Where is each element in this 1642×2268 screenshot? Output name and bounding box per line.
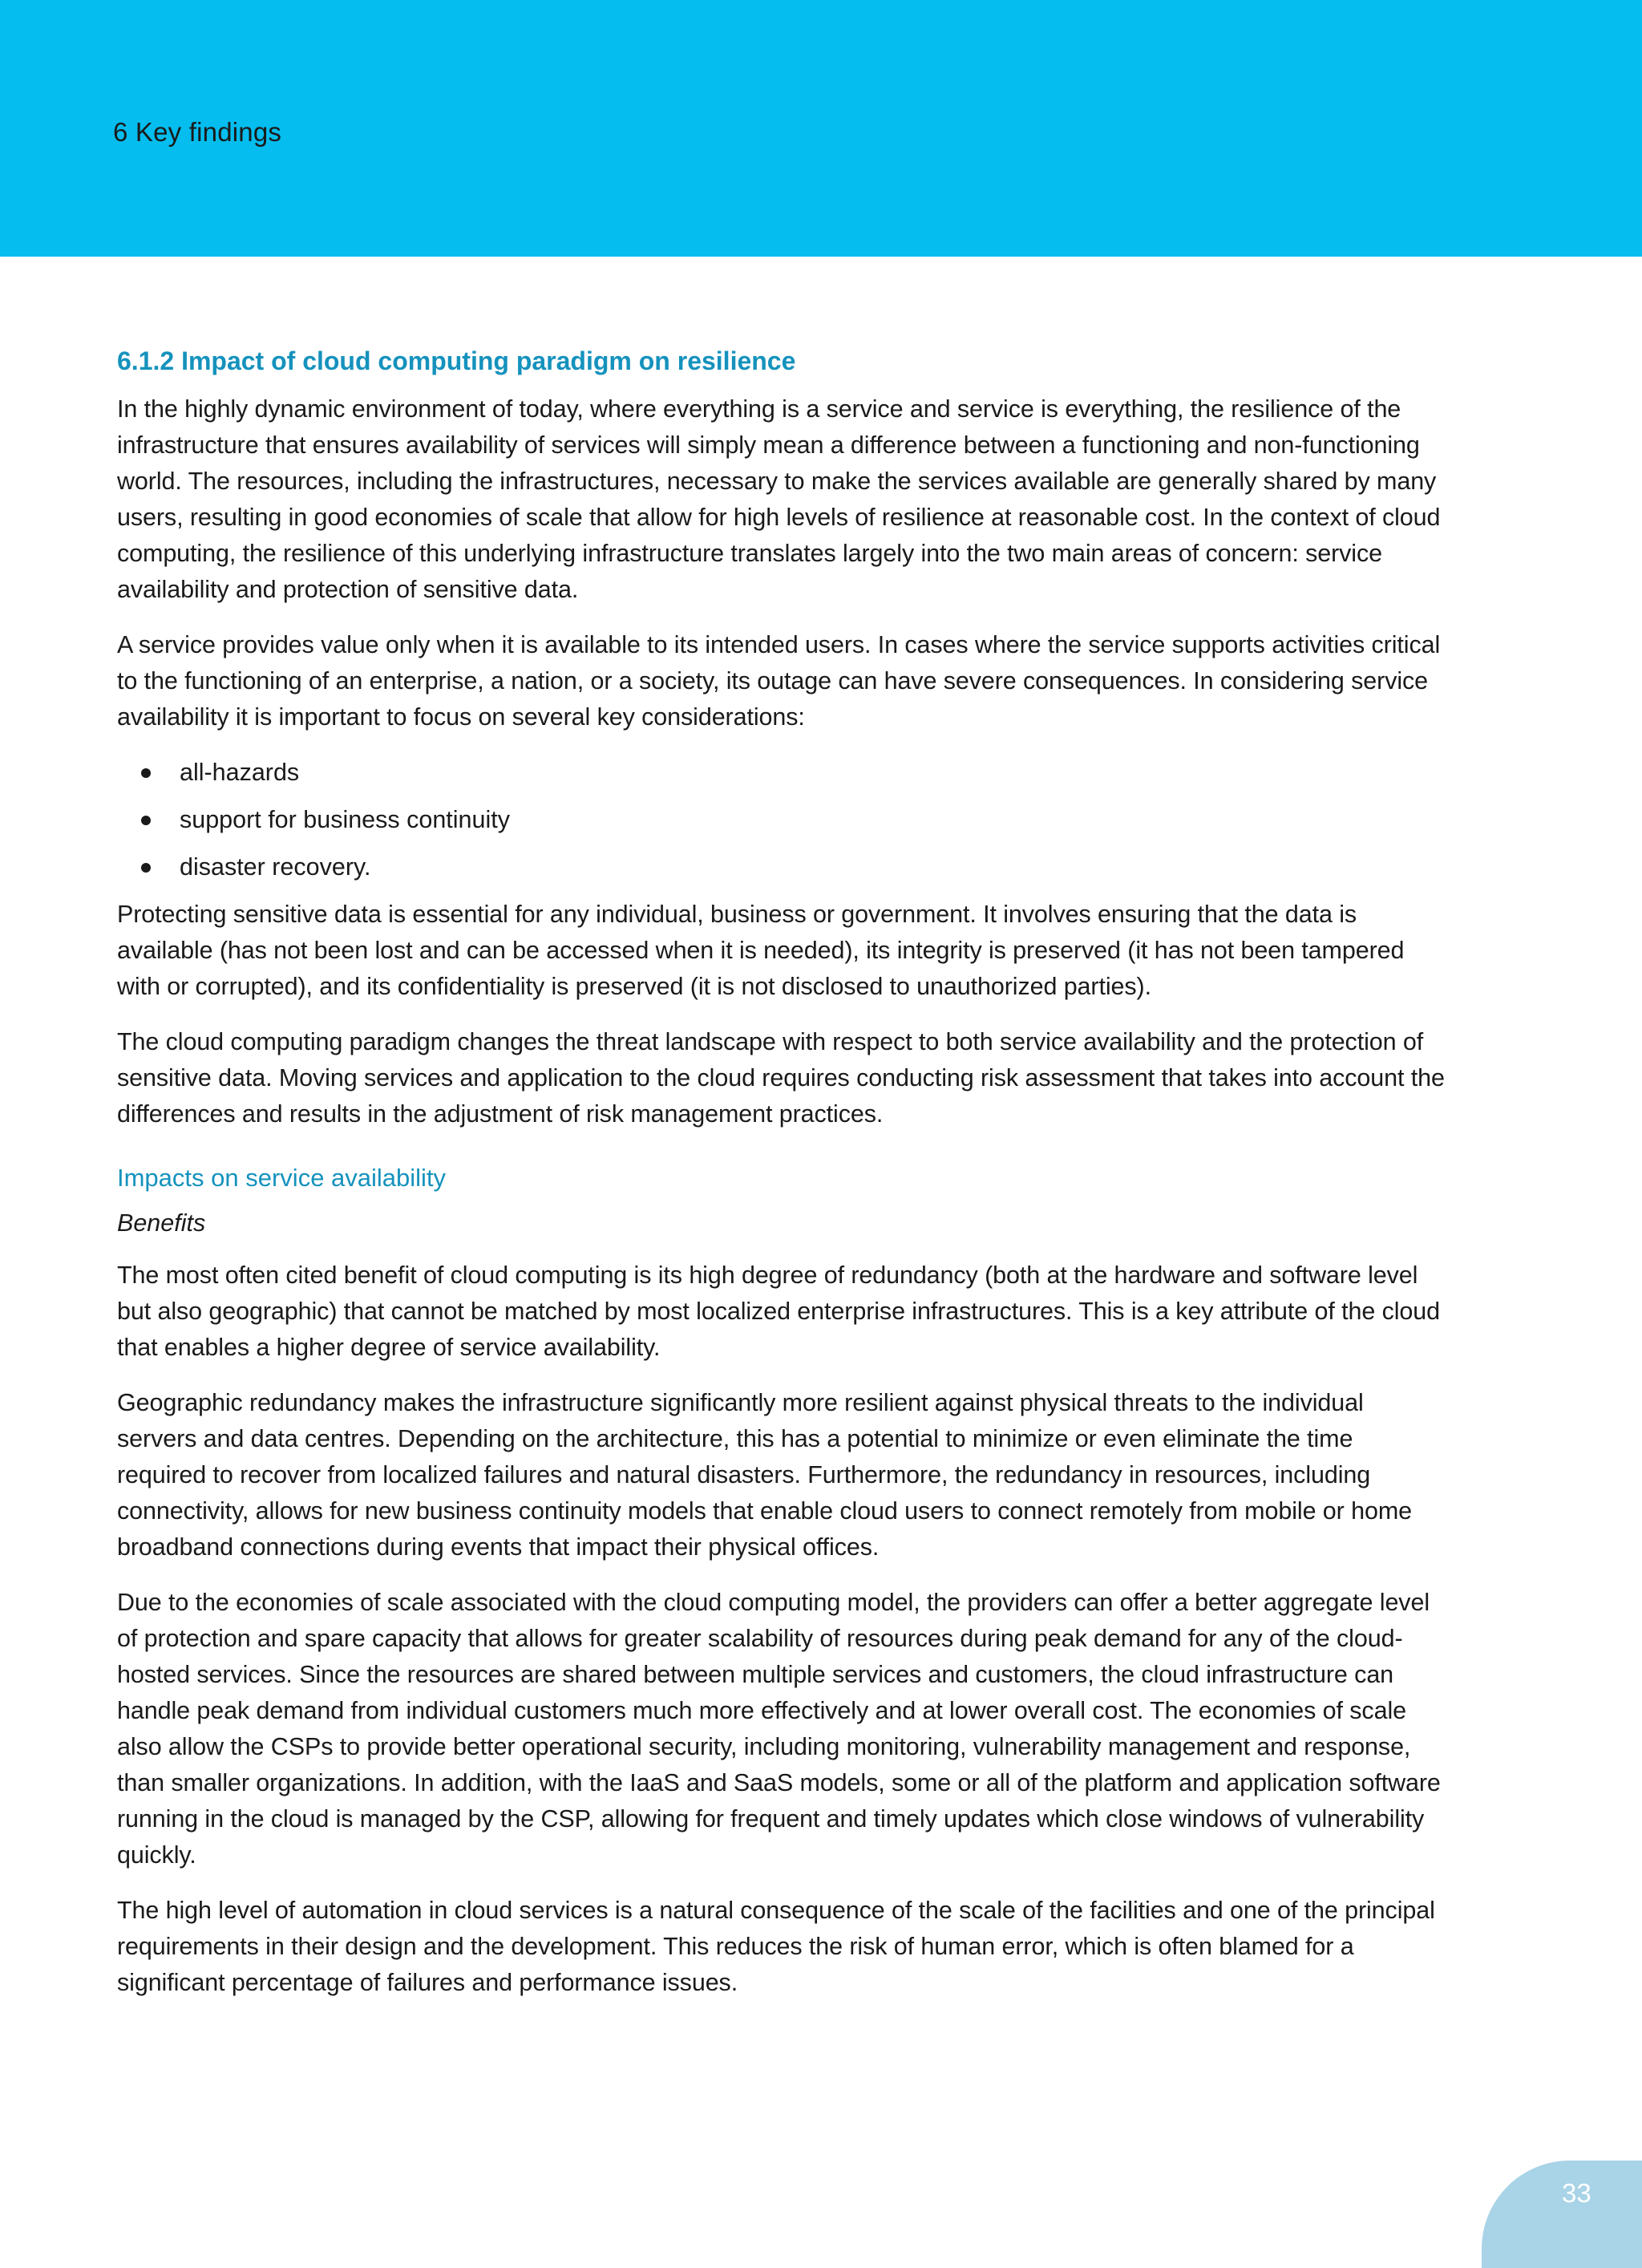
section-heading: 6.1.2 Impact of cloud computing paradigm on resilience — [117, 346, 796, 375]
paragraph: Geographic redundancy makes the infrastructure significantly more resilient against physical threats to the individual servers and data centres. Depending on the architecture, this has a potential to minimize or even eliminate the time required to recover from localized failures and natural disasters. Furthermore, the redundancy in resources, including connectivity, allows for new business continuity models that enable cloud users to connect remotely from mobile or home broadband connections during events that impact their physical offices. — [117, 1389, 1412, 1561]
subheading: Impacts on service availability — [117, 1164, 447, 1192]
paragraph: A service provides value only when it is available to its intended users. In cases where the service supports activities critical to the functioning of an enterprise, a nation, or a society, its outage can have severe consequences. In considering service availability it is important to focus on several key considerations: — [117, 631, 1441, 731]
header-band — [0, 0, 1642, 257]
paragraph: The high level of automation in cloud services is a natural consequence of the scale of the facilities and one of the principal requirements in their design and the development. This reduces the risk of human error, which is often blamed for a significant percentage of failures and performance issues. — [117, 1897, 1435, 1996]
bullet-icon — [141, 863, 151, 873]
bullet-icon — [141, 816, 151, 825]
list-item-text: all-hazards — [180, 759, 300, 786]
list-item — [117, 755, 1448, 791]
page-number-tab — [1482, 2161, 1642, 2268]
list-item — [117, 802, 1448, 838]
paragraph: The most often cited benefit of cloud computing is its high degree of redundancy (both at the hardware and software level but also geographic) that cannot be matched by most localized enterprise infrastructures. This is a key attribute of the cloud that enables a higher degree of service availability. — [117, 1262, 1440, 1361]
paragraph: The cloud computing paradigm changes the threat landscape with respect to both service availability and the protection of sensitive data. Moving services and application to the cloud requires conducting risk assessment that takes into account the differences and results in the adjustment of risk management practices. — [117, 1028, 1445, 1128]
paragraph: Due to the economies of scale associated with the cloud computing model, the providers can offer a better aggregate level of protection and spare capacity that allows for greater scalability of resources during peak demand for any of the cloud-hosted services. Since the resources are shared between multiple services and customers, the cloud infrastructure can handle peak demand from individual customers much more effectively and at lower overall cost. The economies of scale also allow the CSPs to provide better operational security, including monitoring, vulnerability management and response, than smaller organizations. In addition, with the IaaS and SaaS models, some or all of the platform and application software running in the cloud is managed by the CSP, allowing for frequent and timely updates which close windows of vulnerability quickly. — [117, 1589, 1441, 1869]
main-content — [117, 345, 1448, 2020]
benefits-label: Benefits — [117, 1209, 206, 1237]
chapter-label: 6 Key findings — [113, 117, 282, 147]
paragraph: Protecting sensitive data is essential for any individual, business or government. It involves ensuring that the data is available (has not been lost and can be accessed when it is needed), its integrity is preserved (it has not been tampered with or corrupted), and its confidentiality is preserved (it is not disclosed to unauthorized parties). — [117, 901, 1405, 1000]
list-item — [117, 849, 1448, 885]
page-number: 33 — [1562, 2178, 1591, 2208]
bullet-icon — [141, 768, 151, 778]
list-item-text: support for business continuity — [180, 806, 510, 833]
list-item-text: disaster recovery. — [180, 853, 371, 881]
considerations-list — [117, 755, 1448, 885]
paragraph: In the highly dynamic environment of today, where everything is a service and service is everything, the resilience of the infrastructure that ensures availability of services will simply mean a difference between a functioning and non-functioning world. The resources, including the infrastructures, necessary to make the services available are generally shared by many users, resulting in good economies of scale that allow for high levels of resilience at reasonable cost. In the context of cloud computing, the resilience of this underlying infrastructure translates largely into the two main areas of concern: service availability and protection of sensitive data. — [117, 395, 1441, 603]
